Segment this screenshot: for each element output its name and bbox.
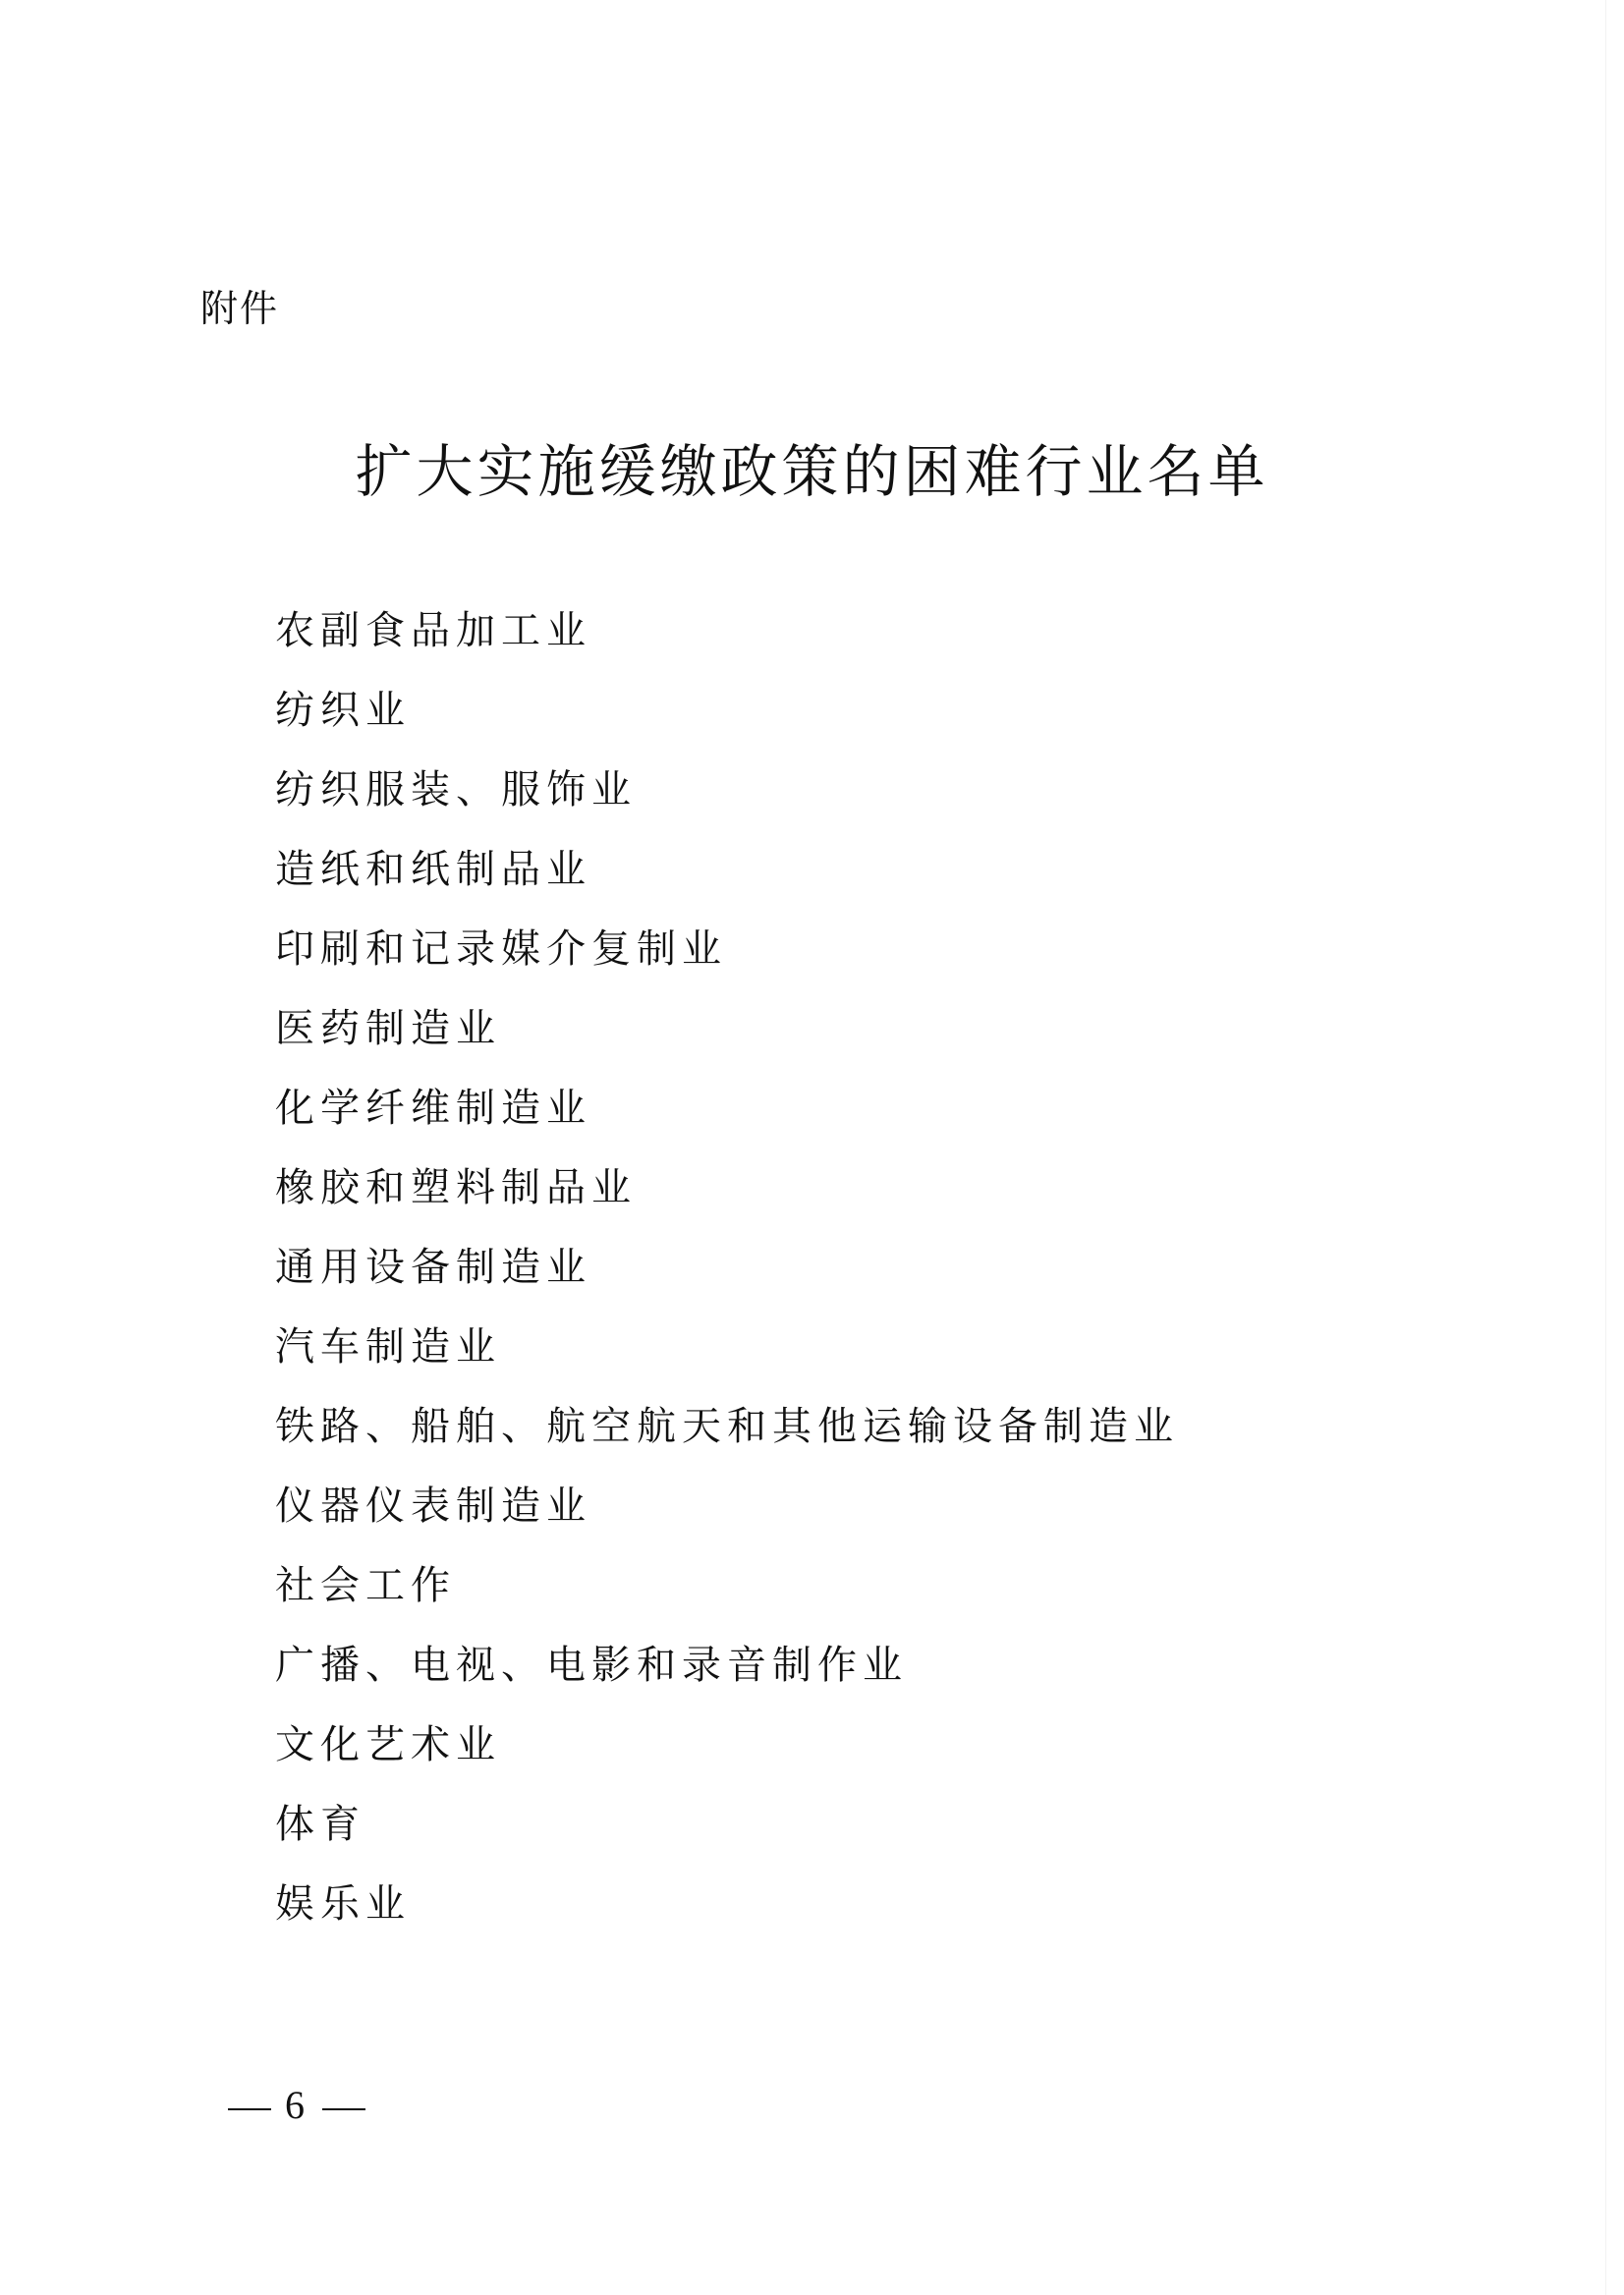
page-number xyxy=(214,2081,379,2130)
list-item: 文化艺术业 xyxy=(275,1722,501,1767)
document-title: 扩大实施缓缴政策的困难行业名单 xyxy=(355,438,1269,505)
list-item: 化学纤维制造业 xyxy=(275,1086,591,1131)
list-item: 仪器仪表制造业 xyxy=(275,1483,591,1529)
list-item: 广播、电视、电影和录音制作业 xyxy=(275,1643,908,1688)
industry-list xyxy=(275,601,1179,1954)
list-item: 医药制造业 xyxy=(275,1006,501,1051)
list-item: 娱乐业 xyxy=(275,1881,411,1927)
list-item: 铁路、船舶、航空航天和其他运输设备制造业 xyxy=(275,1404,1179,1449)
list-item: 社会工作 xyxy=(275,1563,456,1608)
list-item: 体育 xyxy=(275,1802,365,1847)
scan-edge-line xyxy=(1605,0,1606,2295)
page-number-value: 6 xyxy=(285,2083,308,2127)
list-item: 橡胶和塑料制品业 xyxy=(275,1165,637,1210)
list-item: 纺织业 xyxy=(275,688,411,733)
list-item: 通用设备制造业 xyxy=(275,1245,591,1290)
list-item: 造纸和纸制品业 xyxy=(275,847,591,892)
list-item: 汽车制造业 xyxy=(275,1324,501,1370)
page-number-dash-right xyxy=(322,2108,365,2110)
list-item: 纺织服装、服饰业 xyxy=(275,767,637,812)
list-item: 印刷和记录媒介复制业 xyxy=(275,926,727,972)
attachment-label: 附件 xyxy=(200,287,280,330)
page-number-dash-left xyxy=(228,2108,271,2110)
list-item: 农副食品加工业 xyxy=(275,608,591,653)
